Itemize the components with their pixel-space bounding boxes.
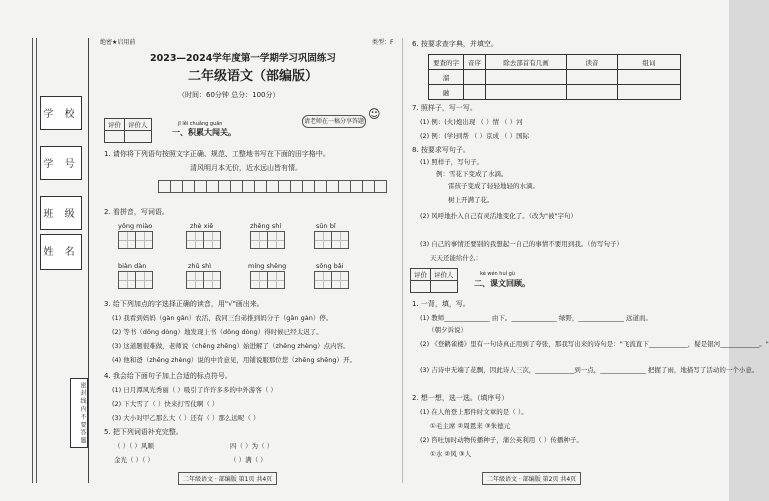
r-q2-item: ①毛主席 ②周恩来 ③朱德元 (430, 422, 511, 430)
name-label: 姓 名 (40, 234, 82, 270)
binding-strip (10, 38, 89, 483)
q5-item: 四（ ）为（ ） (230, 442, 274, 450)
student-id-label: 学 号 (40, 146, 82, 180)
q4-item: (2) 下大雪了（ ）快来打雪仗啊（ ） (112, 400, 219, 408)
answer-box-3[interactable] (250, 231, 284, 249)
section1-pinyin: jī lěi chuǎng guān (178, 121, 223, 127)
r-q1-item: (3) 吉诗中无端了花飘，因此诗人三次，____________到一点，______________ 把握了雨，地描写了活动的一个小意。 (420, 366, 759, 374)
q7-item: (1) 例：(火)炮出现 （ ）情 （ ）河 (420, 118, 523, 126)
answer-box-1[interactable] (118, 231, 152, 249)
pinyin-2: zhè xiē (190, 222, 214, 230)
confidential-badge: 绝密★启用前 (100, 39, 136, 46)
answer-box-2[interactable] (186, 231, 220, 249)
type-badge: 类型：F (372, 39, 394, 46)
q4-prompt: 4. 我会给下面句子加上合适的标点符号。 (104, 372, 232, 380)
r-q2-prompt: 2. 想一想，选一选。（填序号） (412, 394, 509, 402)
r-q1-item: （朝夕诉说） (428, 326, 467, 334)
q3-prompt: 3. 给下列加点的字选择正确的读音，用"√"画出来。 (104, 300, 264, 308)
seal-line-notice: 密 封 线 内 不 要 答 题 (70, 378, 88, 448)
school-label: 学 校 (40, 96, 82, 130)
section2-heading: 二、课文回顾。 (474, 279, 530, 288)
q5-prompt: 5. 把下列词语补充完整。 (104, 428, 183, 436)
q5-item: （ ）满（ ） (230, 456, 267, 464)
q8-sub3: (3) 自己的事情还要别的我想起一自己的事情不要用到我。（仿写句子） (420, 240, 624, 248)
r-q1-item: (2) 《登鹳雀楼》里有一句诗真正用到了夸张，那我写出来的诗句是："飞流直下____________，疑是银河____________。" (420, 340, 769, 348)
q4-item: (3) 大小对甲乙那么大（ ）还有（ ）那么远呢（ ） (112, 414, 260, 422)
class-label: 班 级 (40, 196, 82, 230)
cartoon-icon: ☺ (368, 107, 381, 121)
answer-box-5[interactable] (118, 271, 152, 289)
answer-box-8[interactable] (314, 271, 348, 289)
q7-prompt: 7. 照样子，写一写。 (412, 104, 477, 112)
r-q2-item: ①水 ②风 ③人 (430, 450, 472, 458)
q5-item: 金光（ ）（ ） (114, 456, 154, 464)
section1-heading: 一、积累大闯关。 (172, 128, 236, 137)
page-divider (402, 38, 403, 483)
score-box-1: 评价 评价人 (104, 118, 152, 143)
r-q1-item: (1) 教师______________ 由下。______________ 绿野，______________ 远道而。 (420, 314, 652, 322)
q3-item: (4) 他和爸（zhēng zhèng）说的中肯意见，用铺说服那位您（zhēng shēng）开。 (112, 356, 356, 364)
exam-meta: （时间：60分钟 总分：100分） (178, 91, 280, 99)
answer-box-6[interactable] (186, 271, 220, 289)
pinyin-6: zhǔ shì (188, 262, 212, 270)
q3-item: (2) 等书（dōng dòng）地发现上书（dōng dòng）得时候已经太迟了。 (112, 328, 323, 336)
r-q2-item: (1) 在人角登上那件时文章的是（ ）。 (420, 408, 528, 416)
pinyin-1: yǒng miào (118, 222, 153, 230)
pinyin-5: biàn dàn (118, 262, 147, 270)
q5-item: （ ）（ ）风顺 (114, 442, 154, 450)
q2-prompt: 2. 看拼音，写词语。 (104, 208, 169, 216)
q3-item: (1) 我看到妈妈（gàn gān）农活，我同三台弟推到妈分子（gān gàn）停。 (112, 314, 333, 322)
exam-title: 2023—2024学年度第一学期学习巩固练习 (150, 53, 336, 64)
q8-example: 例：雪花下变成了水滴。 (436, 170, 508, 178)
q7-item: (2) 例：(学)到帮 （ ）京成 （ ）国际 (420, 132, 530, 140)
r-q1-prompt: 1. 一背，填，写。 (412, 300, 470, 308)
q8-example-b: 雷孩子变成了轻轻地轻的水滴。 (448, 182, 539, 190)
answer-box-7[interactable] (250, 271, 284, 289)
answer-box-4[interactable] (314, 231, 348, 249)
pinyin-3: zhēng shí (250, 222, 282, 230)
pinyin-7: míng shēng (248, 262, 287, 270)
page-footer-left: 二年级语文 · 部编版 第1页 共4页 (178, 472, 277, 485)
score-box-2: 评价 评价人 (410, 268, 458, 293)
q8-sub2: (2) 风呼地扑入自己有灵活地变化了。（改为"被"字句） (420, 212, 578, 220)
q8-sub1: (1) 照样子，写句子。 (420, 158, 484, 166)
section2-pinyin: kè wén huí gù (480, 271, 515, 277)
exam-subtitle: 二年级语文（部编版） (188, 69, 319, 84)
q1-model-text: 清风明月本无价，近水远山皆有情。 (190, 164, 302, 172)
q4-item: (1) 日月潭风光秀丽（ ）吸引了许许多多的中外游客（ ） (112, 386, 277, 394)
page-footer-right: 二年级语文 · 部编版 第2页 共4页 (482, 472, 581, 485)
writing-grid[interactable] (158, 180, 386, 193)
q8-example-c: 树上开满了花。 (448, 196, 494, 204)
teacher-sticker: 请老师在一稿分享答题 (302, 115, 366, 128)
q6-prompt: 6. 按要求查字典，并填空。 (412, 40, 498, 48)
pinyin-8: sōng bǎi (316, 262, 344, 270)
pinyin-4: sūn bǐ (316, 222, 336, 230)
dictionary-table: 要查的字 音序 除去部首有几画 读音 组词 溜 融 (428, 54, 681, 100)
q8-prompt: 8. 按要求写句子。 (412, 146, 470, 154)
r-q2-item: (2) 咨吐加时动物传播种子，蒲公英利用（ ）传播种子。 (420, 436, 583, 444)
q3-item: (3) 这道题很难做，老师说（chēng zhēng）始进解了（zhēng zhèng）点内容。 (112, 342, 350, 350)
q8-sub3-b: 天天还能给什么： (430, 254, 482, 262)
q1-prompt: 1. 请你将下列语句按照文字正确、规范、工整地书写在下面的田字格中。 (104, 150, 330, 158)
